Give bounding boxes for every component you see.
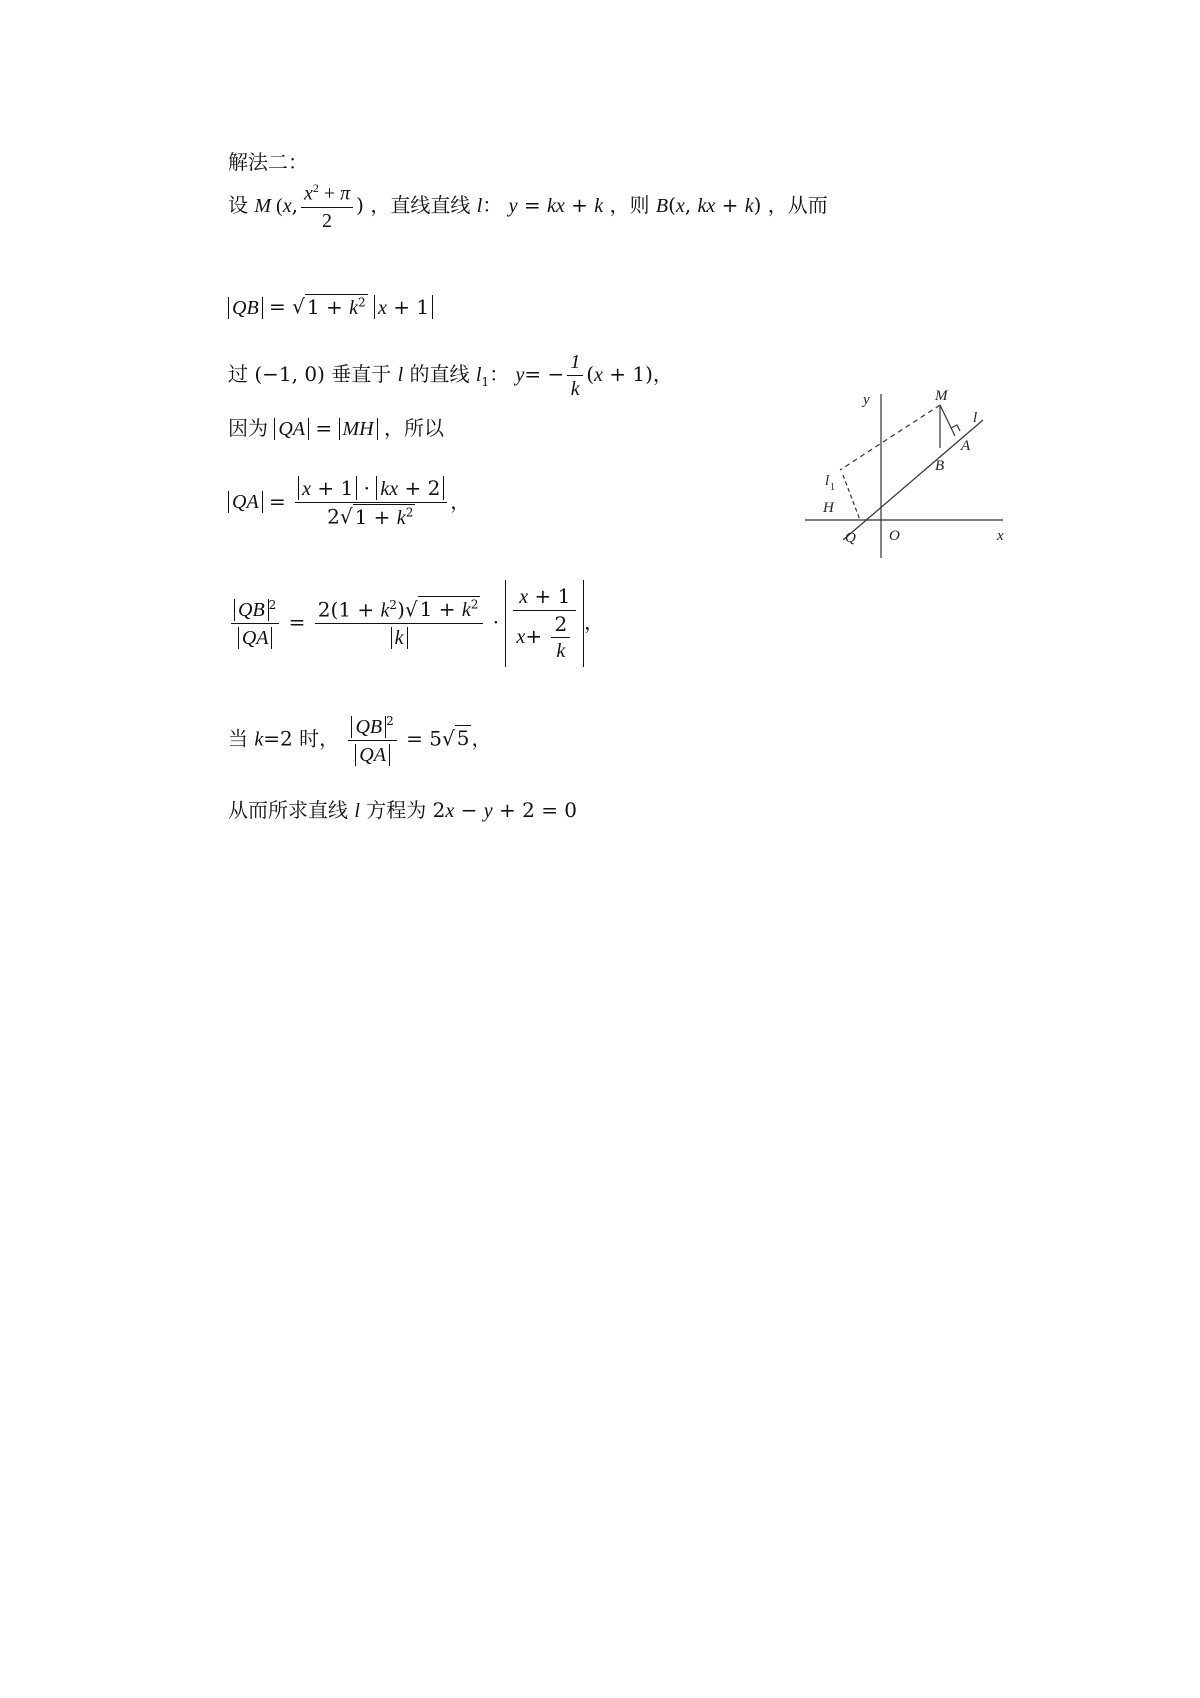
segment-ma <box>940 405 955 436</box>
label-h: H <box>823 500 834 516</box>
line-text: 的直线 <box>409 362 470 386</box>
math-expr: M <box>254 194 272 217</box>
line-text: 当 <box>228 726 248 751</box>
line-text: ，直线直线 <box>370 192 471 217</box>
label-o: O <box>889 528 900 544</box>
label-q: Q <box>845 530 856 546</box>
formula-qb: QB = √ $1 + k^2$ x + 1 <box>228 296 433 318</box>
fraction: $\frac{QB ^2}{QA}$ <box>231 599 279 649</box>
line-when-k: 当 k=2 时， $\frac{QB ^2}{QA}$ = 5√ 5 ， <box>228 714 492 766</box>
math-expr: y <box>508 194 518 217</box>
line-l1 <box>843 475 860 520</box>
line-because: 因为 QA = MH ，所以 <box>228 416 444 440</box>
line-text: 方程为 <box>366 798 427 822</box>
formula-qa: QA = $\frac{x + 1 \cdot kx + 2}{2√ 1 + k^2}$ ， <box>228 478 470 528</box>
line-text: 设 <box>228 192 248 217</box>
line-conclusion: 从而所求直线 l 方程为 2x − y + 2 = 0 <box>228 798 578 822</box>
label-x: x <box>997 528 1004 544</box>
label-b: B <box>935 458 945 474</box>
label-m: M <box>935 390 948 404</box>
fraction: $\frac{x + 1 \cdot kx + 2}{2√ 1 + k^2}$ <box>295 478 447 528</box>
label-l: l <box>973 410 978 426</box>
line-text: ，所以 <box>383 416 444 440</box>
line-text: 过 <box>228 362 248 386</box>
line-text: ，从而 <box>767 192 828 217</box>
line-text: 因为 <box>228 416 268 440</box>
line-text: 时， <box>299 726 340 751</box>
math-expr: x <box>282 194 292 217</box>
line-text: 从而所求直线 <box>228 798 348 822</box>
fraction: $\frac{QB ^2}{QA}$ <box>348 715 396 765</box>
geometry-figure <box>805 390 1010 565</box>
colon: ： <box>482 192 503 217</box>
fraction: $\frac{1}{k}$ <box>567 352 583 399</box>
fraction: x + 1 x+ $\frac{2}{k}$ <box>513 586 576 661</box>
line-text: 垂直于 <box>331 362 392 386</box>
line-perpendicular: 过 (−1, 0) 垂直于 l 的直线 $l_1$： y= − $\frac{1}{k}$ (x + 1)， <box>228 351 673 400</box>
math-expr: l <box>476 194 483 217</box>
label-y: y <box>863 392 870 408</box>
line-text: ，则 <box>609 192 650 217</box>
label-l1-sub: 1 <box>830 482 835 493</box>
math-expr: ( <box>271 194 283 217</box>
fraction: $\frac{x^2 + \pi}{2}$ <box>301 182 353 231</box>
label-a: A <box>961 438 971 454</box>
label-l1: l <box>825 473 830 489</box>
formula-ratio: $\frac{QB ^2}{QA}$ = $\frac{2(1 + k^2)√ 1 + k^2}{k}$ · x + 1 x+ $\frac{2}{k}$ ， <box>228 580 604 667</box>
line-mh <box>840 405 940 470</box>
line-set-m: 设 M (x, $\frac{x^2 + \pi}{2}$ ) ，直线直线 l： y = kx + k ，则 B(x, kx + k) ，从而 <box>228 181 828 232</box>
fraction: $\frac{2(1 + k^2)√ 1 + k^2}{k}$ <box>315 599 484 649</box>
heading: 解法二： <box>228 150 308 174</box>
